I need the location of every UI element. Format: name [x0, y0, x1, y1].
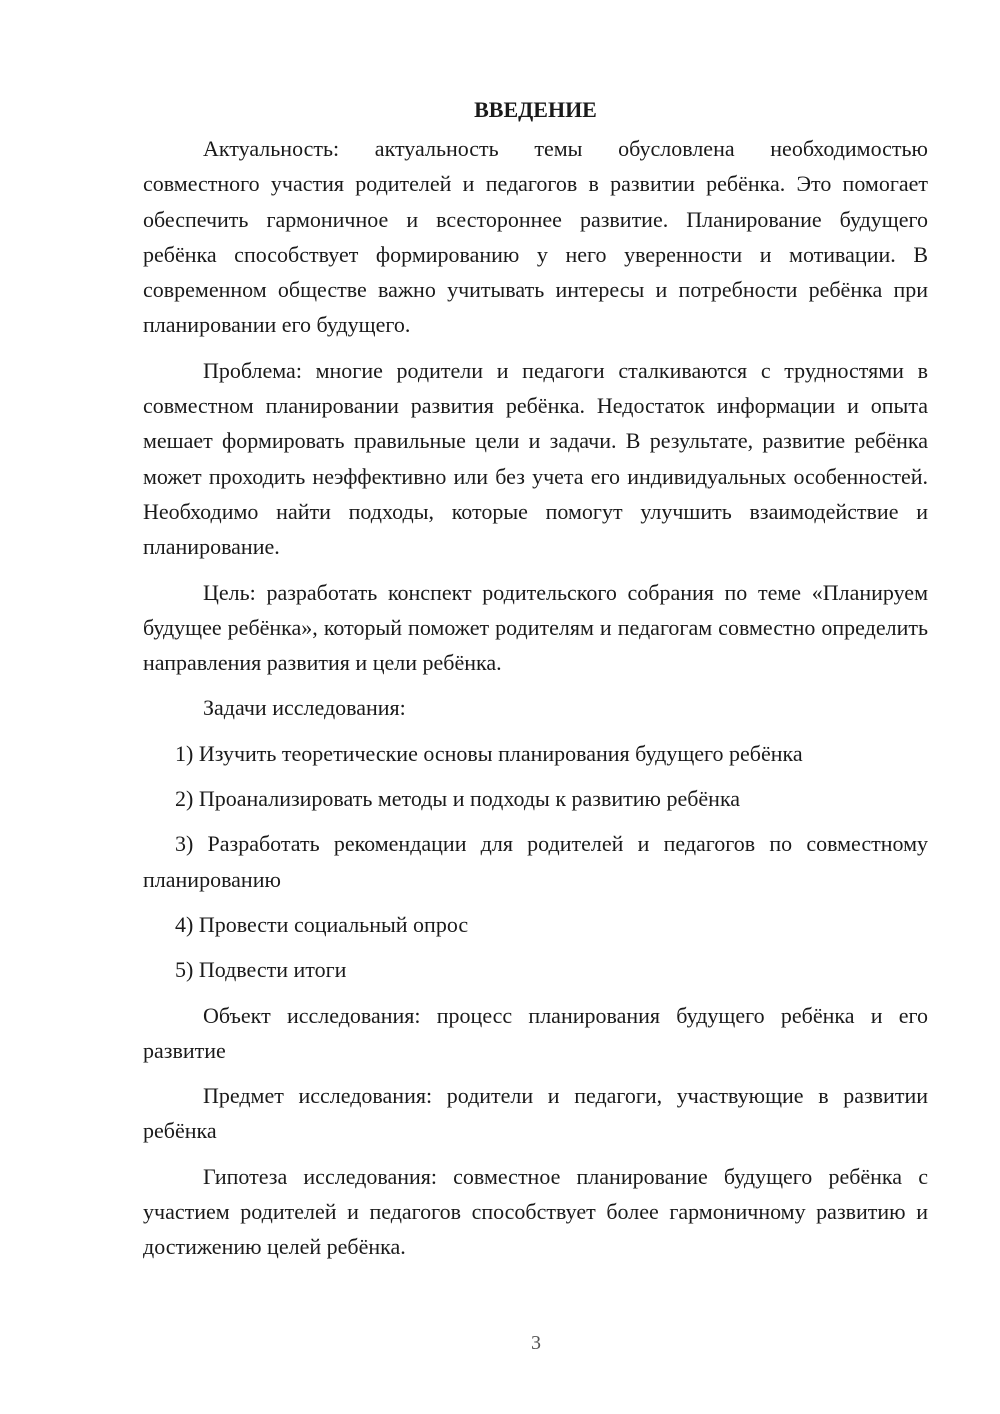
section-title: ВВЕДЕНИЕ	[474, 97, 597, 122]
page-number: 3	[531, 1332, 541, 1354]
task-item-1: 1) Изучить теоретические основы планирования будущего ребёнка	[175, 740, 803, 766]
document-body	[143, 92, 928, 1265]
task-item-4: 4) Провести социальный опрос	[175, 911, 469, 937]
task-item-3: 3) Разработать рекомендации для родителей и педагогов по совместному планированию	[143, 831, 928, 892]
subject-paragraph: Предмет исследования: родители и педагоги, участвующие в развитии ребёнка	[143, 1083, 928, 1144]
tasks-heading: Задачи исследования:	[203, 695, 406, 721]
object-paragraph: Объект исследования: процесс планирования будущего ребёнка и его развитие	[143, 1002, 928, 1063]
problem-paragraph: Проблема: многие родители и педагоги сталкиваются с трудностями в совместном планировании развития ребёнка. Недостаток информации и опыта мешает формировать правильные цели и задачи. В результате, развитие ребёнка может проходить неэффективно или без учета его индивидуальных особенностей. Необходимо найти подходы, которые помогут улучшить взаимодействие и планирование.	[143, 357, 928, 560]
task-item-2: 2) Проанализировать методы и подходы к развитию ребёнка	[175, 786, 741, 812]
task-item-5: 5) Подвести итоги	[175, 957, 347, 983]
hypothesis-paragraph: Гипотеза исследования: совместное планирование будущего ребёнка с участием родителей и педагогов способствует более гармоничному развитию и достижению целей ребёнка.	[143, 1163, 928, 1260]
goal-paragraph: Цель: разработать конспект родительского собрания по теме «Планируем будущее ребёнка», который поможет родителям и педагогам совместно определить направления развития и цели ребёнка.	[143, 579, 928, 676]
relevance-paragraph: Актуальность: актуальность темы обусловлена необходимостью совместного участия родителей и педагогов в развитии ребёнка. Это помогает обеспечить гармоничное и всестороннее развитие. Планирование будущего ребёнка способствует формированию у него уверенности и мотивации. В современном обществе важно учитывать интересы и потребности ребёнка при планировании его будущего.	[143, 136, 928, 338]
